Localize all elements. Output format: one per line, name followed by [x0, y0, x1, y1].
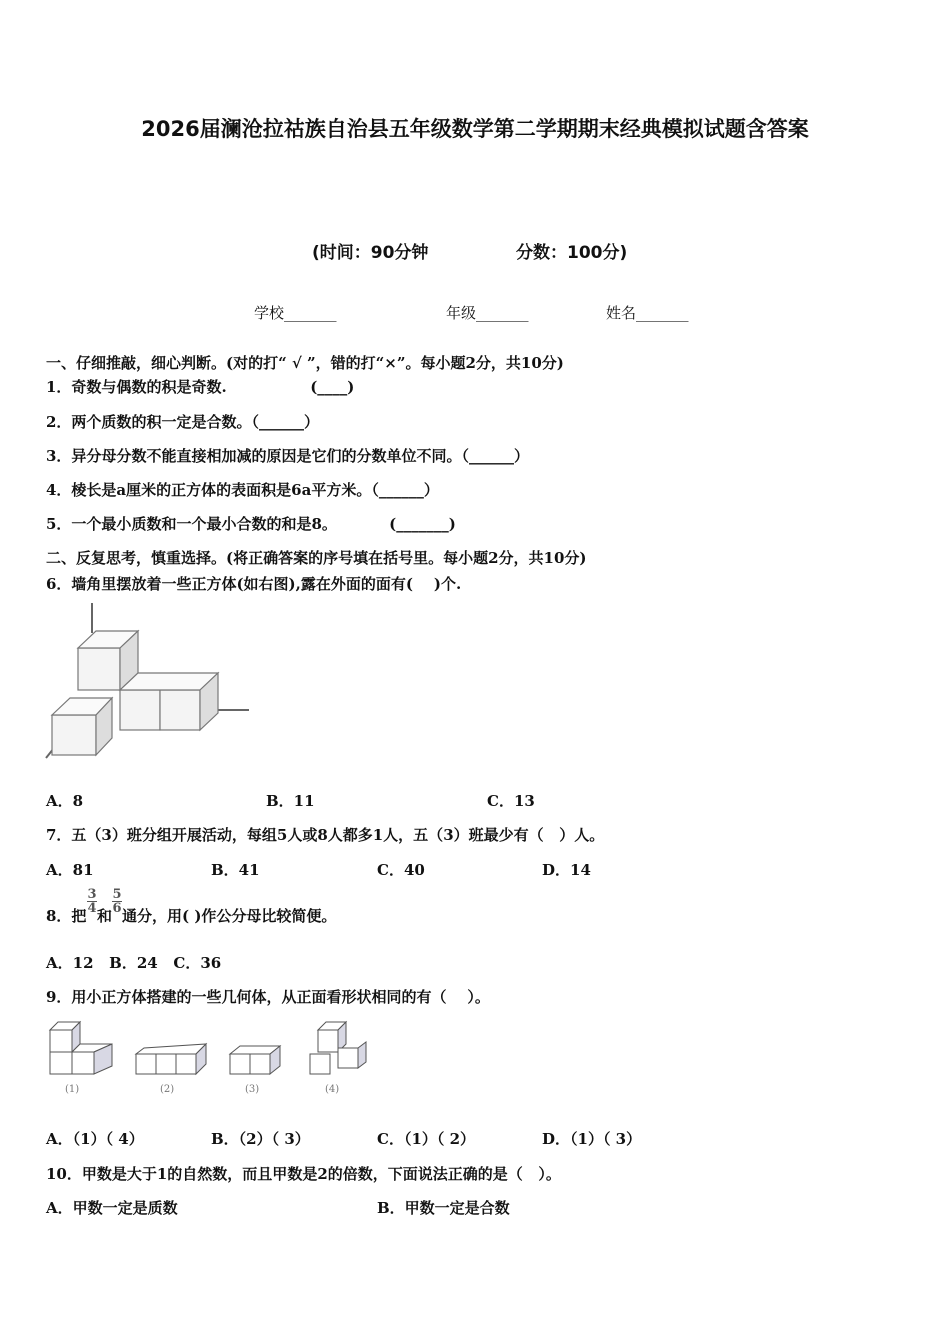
section-2-heading: 二、反复思考，慎重选择。(将正确答案的序号填在括号里。每小题2分，共10分) [46, 549, 587, 567]
question-9: 9．用小正方体搭建的一些几何体，从正面看形状相同的有（ ）。 [46, 988, 490, 1006]
question-2: 2．两个质数的积一定是合数。（______） [46, 413, 319, 431]
grade-field[interactable]: 年级_______ [446, 304, 529, 322]
q10-option-b: B．甲数一定是合数 [377, 1199, 510, 1217]
question-7: 7．五（3）班分组开展活动，每组5人或8人都多1人，五（3）班最少有（ ）人。 [46, 826, 605, 844]
question-4: 4．棱长是a厘米的正方体的表面积是6a平方米。（______） [46, 481, 439, 499]
name-field[interactable]: 姓名_______ [606, 304, 689, 322]
question-8: 通分，用( )作公分母比较简便。 [122, 907, 337, 925]
page-title: 2026届澜沧拉祜族自治县五年级数学第二学期期末经典模拟试题含答案 [141, 117, 809, 141]
question-1: 1．奇数与偶数的积是奇数. (____) [46, 378, 355, 396]
q10-option-a: A．甲数一定是质数 [46, 1199, 178, 1217]
figure-4-label: (4) [325, 1084, 340, 1095]
q6-option-b: B．11 [266, 792, 315, 810]
fraction-5-6: $\frac{5}{6}$ [112, 887, 122, 916]
question-5: 5．一个最小质数和一个最小合数的和是8。 (_______) [46, 515, 456, 533]
school-field[interactable]: 学校_______ [254, 304, 337, 322]
q9-option-b: B．（2）（ 3） [211, 1130, 310, 1148]
figure-1 [50, 1022, 112, 1074]
q7-option-a: A．81 [46, 861, 94, 879]
q9-figures [44, 1018, 374, 1082]
question-3: 3．异分母分数不能直接相加减的原因是它们的分数单位不同。（______） [46, 447, 529, 465]
exam-time: (时间：90分钟 [312, 243, 429, 263]
exam-score: 分数：100分) [516, 243, 628, 263]
q9-option-a: A．（1）（ 4） [46, 1130, 144, 1148]
question-6: 6．墙角里摆放着一些正方体(如右图),露在外面的面有( )个. [46, 575, 462, 593]
section-1-heading: 一、仔细推敲，细心判断。(对的打“ √ ”，错的打“×”。每小题2分，共10分) [46, 354, 564, 372]
figure-1-label: (1) [65, 1084, 80, 1095]
q9-option-d: D．（1）（ 3） [542, 1130, 642, 1148]
q7-option-d: D．14 [542, 861, 591, 879]
figure-3-label: (3) [245, 1084, 260, 1095]
q8-options: A．12 B．24 C．36 [46, 954, 222, 972]
corner-cubes-figure [44, 603, 254, 763]
question-8-prefix: 8．把 [46, 907, 87, 925]
q6-option-c: C．13 [487, 792, 535, 810]
question-10: 10．甲数是大于1的自然数，而且甲数是2的倍数，下面说法正确的是（ ）。 [46, 1165, 561, 1183]
q9-option-c: C．（1）（ 2） [377, 1130, 476, 1148]
question-8-and: 和 [97, 907, 113, 925]
q6-option-a: A．8 [46, 792, 84, 810]
figure-2 [136, 1044, 206, 1074]
q7-option-c: C．40 [377, 861, 425, 879]
q7-option-b: B．41 [211, 861, 260, 879]
figure-2-label: (2) [160, 1084, 175, 1095]
figure-4 [310, 1022, 366, 1074]
figure-3 [230, 1046, 280, 1074]
fraction-3-4: $\frac{3}{4}$ [87, 887, 97, 916]
